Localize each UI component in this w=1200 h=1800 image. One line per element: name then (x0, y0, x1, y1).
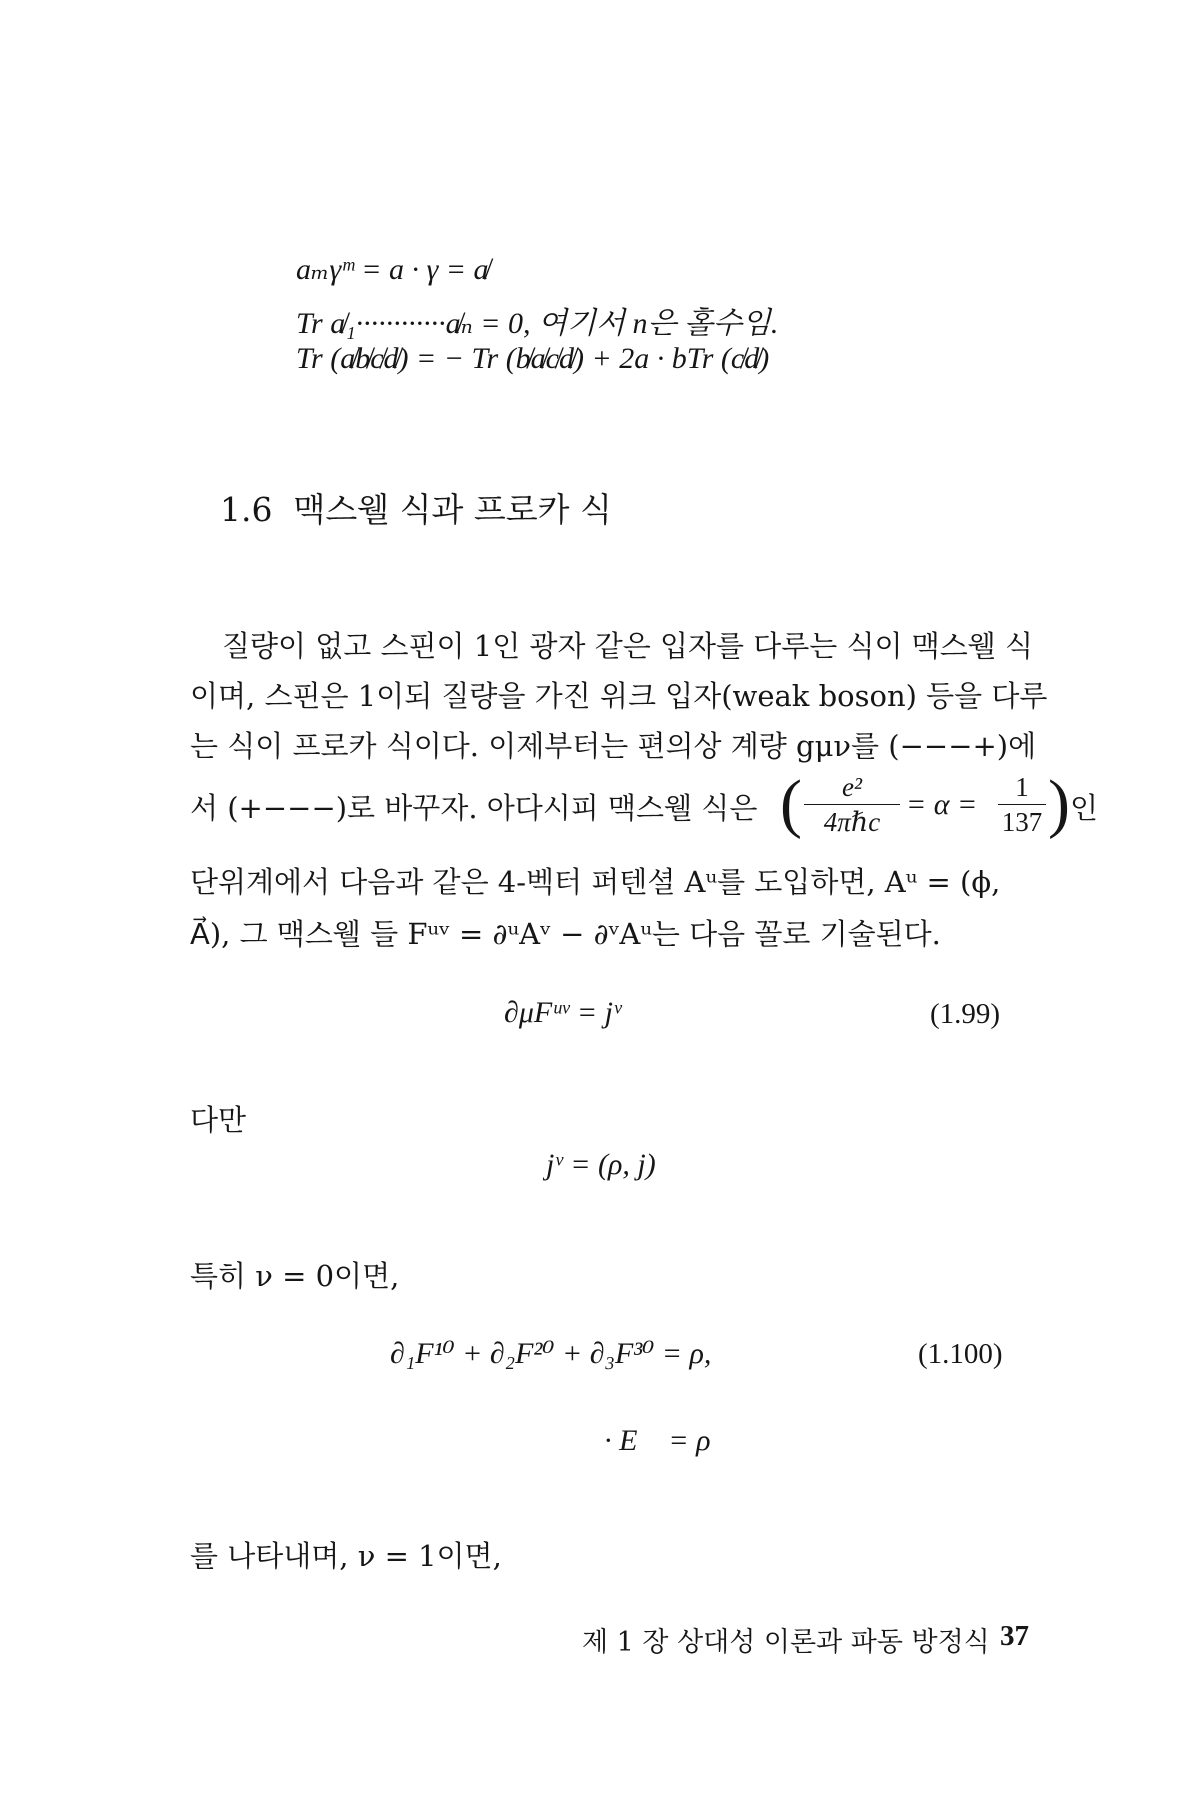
section-title: 맥스웰 식과 프로카 식 (293, 490, 612, 529)
section-heading (220, 484, 612, 531)
equation-number-1-99: (1.99) (930, 998, 1001, 1030)
formula-line-2: Tr a̸₁············a̸ₙ = 0, 여기서 n은 홀수임. (296, 307, 779, 340)
text-nu-one: 를 나타내며, ν = 1이면, (190, 1539, 502, 1573)
equation-1-100: ∂₁F¹⁰ + ∂₂F²⁰ + ∂₃F³⁰ = ρ, (390, 1337, 712, 1370)
fraction-2: 1 137 (998, 772, 1046, 837)
equation-divergence: ∇⃗ · E⃗ = ρ (550, 1424, 711, 1457)
paragraph-line-2: 이며, 스핀은 1이되 질량을 가진 위크 입자(weak boson) 등을 다루 (190, 679, 1048, 713)
paragraph-line-5: 단위계에서 다음과 같은 4-벡터 퍼텐셜 Aᵘ를 도입하면, Aᵘ = (ϕ, (190, 865, 1001, 899)
section-number: 1.6 (220, 490, 273, 529)
right-paren: ) (1048, 767, 1070, 840)
paragraph-line-1: 질량이 없고 스핀이 1인 광자 같은 입자를 다루는 식이 맥스웰 식 (222, 629, 1033, 663)
formula-line-3: Tr (a̸b̸c̸d̸) = − Tr (b̸a̸c̸d̸) + 2a · bTr (c̸d̸) (296, 342, 770, 375)
fraction-1: e² 4πℏc (804, 772, 900, 837)
paragraph-line-6: A⃗), 그 맥스웰 들 Fᵘᵛ = ∂ᵘAᵛ − ∂ᵛAᵘ는 다음 꼴로 기술된다. (190, 917, 941, 951)
text-nu-zero: 특히 ν = 0이면, (190, 1259, 400, 1293)
text-daman: 다만 (190, 1103, 247, 1137)
running-footer: 제 1 장 상대성 이론과 파동 방정식 (582, 1627, 990, 1658)
left-paren: ( (780, 767, 802, 840)
alpha-equals: = α = (906, 788, 978, 821)
equation-1-99: ∂μFᵘᵛ = jᵛ (504, 996, 622, 1029)
paragraph-line-3: 는 식이 프로카 식이다. 이제부터는 편의상 계량 gμν를 (−−−+)에 (190, 729, 1037, 763)
page-number: 37 (1000, 1620, 1029, 1652)
formula-line-1: aₘγᵐ = a · γ = a̸ (296, 253, 489, 286)
equation-number-1-100: (1.100) (918, 1338, 1003, 1370)
paragraph-line-4-text: 서 (+−−−)로 바꾸자. 아다시피 맥스웰 식은 (190, 791, 758, 825)
fraction-suffix: 인 (1070, 791, 1099, 825)
equation-j: jᵛ = (ρ, j) (546, 1148, 656, 1181)
